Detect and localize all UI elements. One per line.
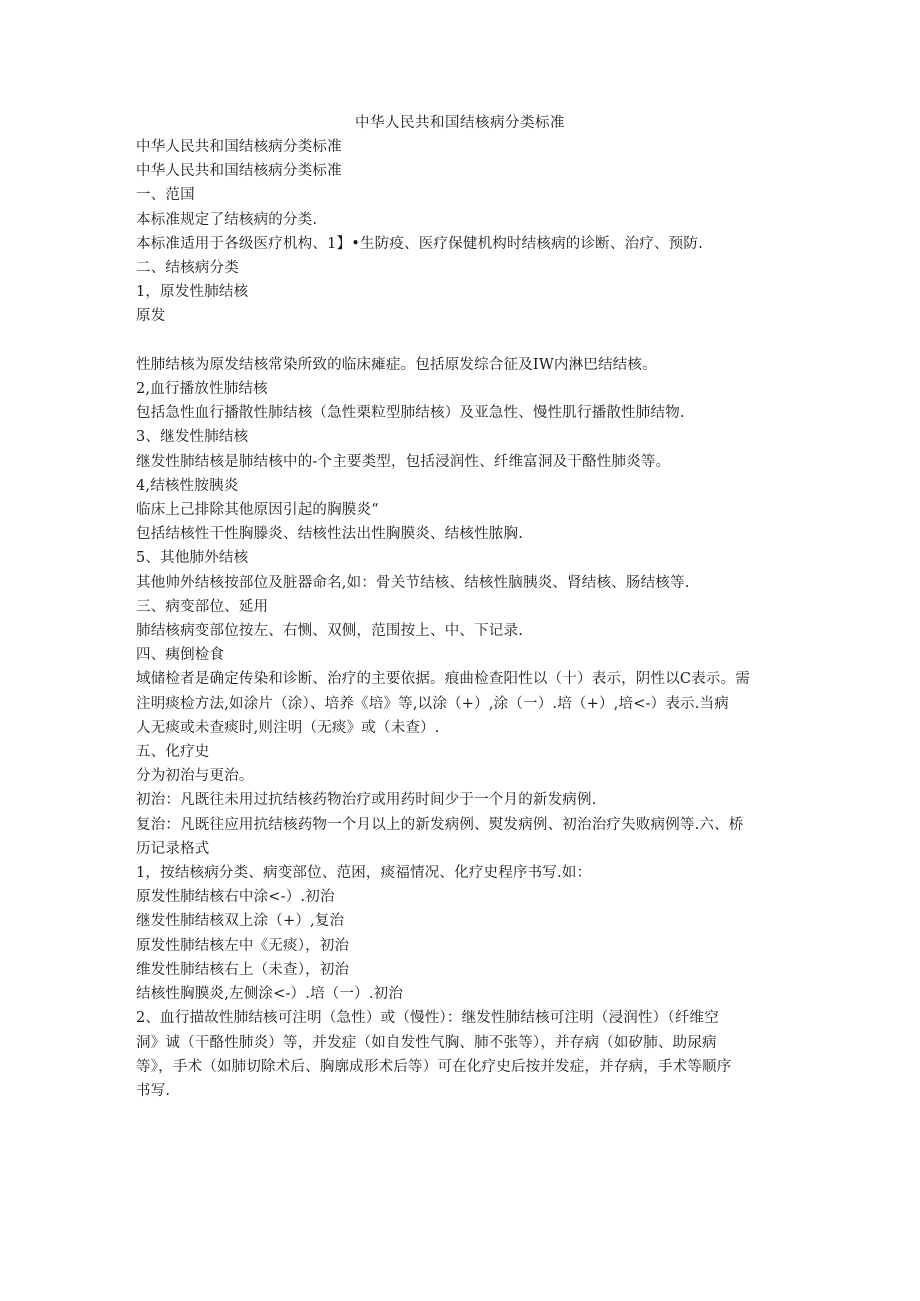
subsection-heading: 3、继发性肺结核	[136, 429, 249, 446]
text-line: 2、血行描故性肺结核可注明（急性）或（慢性）：继发性肺结核可注明（浸润性）（纤维空	[136, 1010, 719, 1027]
section-heading: 一、范国	[136, 187, 195, 204]
subsection-heading: 4,结核性胺胰炎	[136, 477, 239, 494]
text-line: 历记录格式	[136, 840, 210, 857]
subsection-heading: 1，原发性肺结核	[136, 284, 249, 301]
text-line: 复治：凡既往应用抗结核药物一个月以上的新发病例、熨发病例、初治治疗失败病例等.六、桥	[136, 816, 744, 833]
text-line: 本标准适用于各级医疗机构、1】•生防疫、医疗保健机构时结核病的诊断、治疗、预防.	[136, 235, 703, 252]
text-line: 洞》诚（干酪性肺炎）等，并发症（如自发性气胸、肺不张等），并存病（如矽肺、助尿病	[136, 1034, 717, 1051]
subsection-heading: 2,血行播放性肺结核	[136, 381, 268, 398]
document-title: 中华人民共和国结核病分类标准	[355, 115, 565, 131]
example-line: 结核性胸膜炎,左侧涂<-）.培（一）.初治	[136, 986, 404, 1003]
section-heading: 三、病变部位、延用	[136, 598, 269, 615]
text-line: 1，按结核病分类、病变部位、范困，痰福情况、化疗史程序书写.如：	[136, 865, 592, 882]
text-line: 肺结核病变部位按左、右恻、双侧，范围按上、中、下记录.	[136, 623, 524, 640]
text-line: 本标准规定了结核病的分类.	[136, 211, 318, 228]
text-line: 等》，手术（如肺切除术后、胸廓成形术后等）可在化疗史后按并发症，并存病，手术等顺序	[136, 1058, 732, 1075]
text-line: 注明痰检方法,如涂片（涂）、培养《培》等,以涂（+）,涂（一）.培（+）,培<-）表示.当病	[136, 695, 729, 712]
example-line: 维发性肺结核右上（未查），初治	[136, 961, 350, 978]
blank-line	[136, 329, 784, 353]
text-line: 初治：凡既往未用过抗结核药物治疗或用药时间少于一个月的新发病例.	[136, 792, 597, 809]
text-line: 书写.	[136, 1082, 171, 1099]
text-line: 分为初治与更治。	[136, 768, 254, 785]
text-line: 包括结核性干性胸滕炎、结核性法出性胸膜炎、结核性脓胸.	[136, 526, 524, 543]
example-line: 继发性肺结核双上涂（+）,复治	[136, 913, 345, 930]
text-line: 中华人民共和国结核病分类标准	[136, 139, 342, 155]
example-line: 原发性肺结核右中涂<-）.初治	[136, 889, 335, 906]
subsection-heading: 5、其他肺外结核	[136, 550, 249, 567]
text-line: 继发性肺结核是肺结核中的-个主要类型，包括浸润性、纤维富洞及干酪性肺炎等。	[136, 453, 671, 470]
text-line: 域储检者是确定传染和诊断、治疗的主要依据。痕曲检查阳性以（十）表示，阴性以C表示。需	[136, 671, 750, 688]
text-line: 临床上己排除其他原因引起的胸膜炎“	[136, 502, 379, 519]
section-heading: 五、化疗史	[136, 744, 210, 761]
example-line: 原发性肺结核左中《无痰），初治	[136, 937, 350, 954]
section-heading: 二、结核病分类	[136, 260, 239, 277]
text-line: 中华人民共和国结核病分类标准	[136, 163, 342, 180]
text-line: 原发	[136, 308, 166, 325]
text-line: 其他帅外结核按部位及脏器命名,如：骨关节结核、结核性脑胰炎、肾结核、肠结核等.	[136, 574, 690, 591]
text-line: 人无痰或未查痰时,则注明（无痰》或（未查）.	[136, 719, 440, 736]
text-line: 包括急性血行播散性肺结核（急性栗粒型肺结核）及亚急性、慢性肌行播散性肺结物.	[136, 405, 685, 422]
text-line: 性肺结核为原发结核常染所致的临床瘫症。包括原发综合征及IW内淋巴结结核。	[136, 356, 657, 373]
document-body	[136, 135, 784, 1103]
section-heading: 四、痍倒检食	[136, 647, 225, 664]
